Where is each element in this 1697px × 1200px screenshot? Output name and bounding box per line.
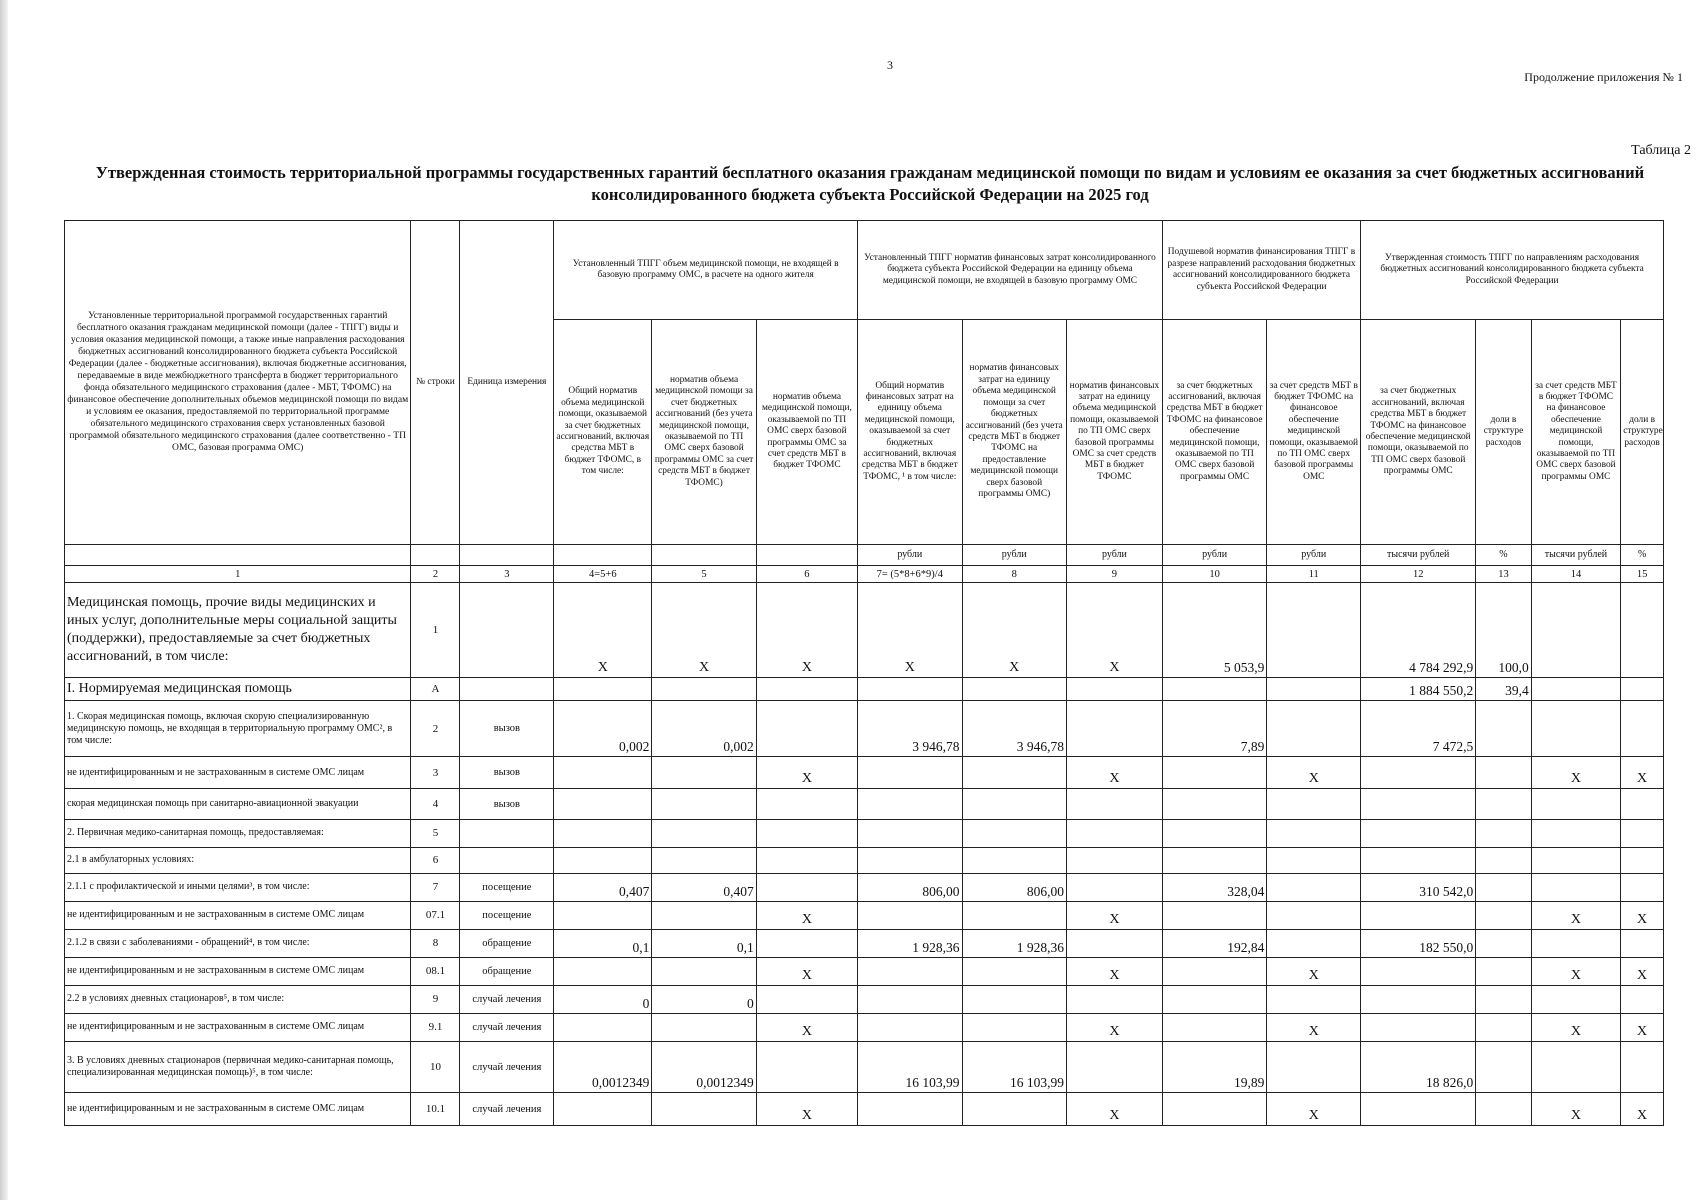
cell-c6 [756,985,857,1013]
cell-c10 [1162,957,1266,985]
cell-c5: 0 [652,985,756,1013]
cell-c9: X [1066,583,1162,678]
cell-c10 [1162,678,1266,701]
cell-c6 [756,847,857,873]
row-number: 4 [411,789,460,819]
cell-c6: X [756,957,857,985]
cell-c9 [1066,985,1162,1013]
cell-c11: X [1267,757,1361,789]
cell-c11: X [1267,1013,1361,1041]
cell-c15: X [1621,957,1664,985]
cell-c4: X [554,583,652,678]
header-unit: Единица измерения [460,221,554,545]
cell-c8 [962,901,1066,929]
cell-c6: X [756,583,857,678]
cell-c8 [962,1013,1066,1041]
cell-c4 [554,757,652,789]
cell-c6: X [756,1093,857,1126]
colnum: 13 [1476,566,1531,583]
row-description: не идентифицированным и не застрахованным в системе ОМС лицам [65,957,411,985]
colnum: 11 [1267,566,1361,583]
cell-c9 [1066,819,1162,847]
row-number: 10 [411,1041,460,1093]
header-col-5: норматив объема медицинской помощи за счет бюджетных ассигнований (без учета медицинской помощи, оказываемой по ТП ОМС сверх базовой программы ОМС за счет средств МБТ в бюджет ТФОМС) [652,320,756,544]
row-number: 6 [411,847,460,873]
cell-c11 [1267,1041,1361,1093]
cell-c4 [554,901,652,929]
table-row [65,1013,1664,1041]
cell-c14 [1531,678,1621,701]
row-unit [460,583,554,678]
header-col-13: доли в структуре расходов [1476,320,1531,544]
cell-c7: 16 103,99 [858,1041,962,1093]
cell-c5 [652,957,756,985]
header-col-14: за счет средств МБТ в бюджет ТФОМС на финансовое обеспечение медицинской помощи, оказываемой по ТП ОМС сверх базовой программы ОМС [1531,320,1621,544]
cell-c14 [1531,819,1621,847]
cell-c11 [1267,873,1361,901]
cell-c4: 0,0012349 [554,1041,652,1093]
cell-c14 [1531,700,1621,756]
unit-col-9: рубли [1066,544,1162,566]
row-description: 2. Первичная медико-санитарная помощь, предоставляемая: [65,819,411,847]
cell-c13 [1476,873,1531,901]
cell-c12: 7 472,5 [1361,700,1476,756]
cell-c15 [1621,985,1664,1013]
cell-c12: 1 884 550,2 [1361,678,1476,701]
row-unit: случай лечения [460,1013,554,1041]
row-unit [460,678,554,701]
cell-c8 [962,757,1066,789]
cell-c10 [1162,1013,1266,1041]
header-col-11: за счет средств МБТ в бюджет ТФОМС на финансовое обеспечение медицинской помощи, оказываемой по ТП ОМС сверх базовой программы ОМС [1267,320,1361,544]
page-number: 3 [887,58,893,72]
row-unit: случай лечения [460,1041,554,1093]
cell-c12 [1361,957,1476,985]
cell-c9 [1066,700,1162,756]
cell-c14 [1531,985,1621,1013]
cell-c7 [858,985,962,1013]
table-row [65,929,1664,957]
cell-c10: 19,89 [1162,1041,1266,1093]
cell-c12 [1361,757,1476,789]
cell-c15 [1621,819,1664,847]
row-description: не идентифицированным и не застрахованным в системе ОМС лицам [65,1013,411,1041]
cell-c13 [1476,929,1531,957]
cell-c6: X [756,901,857,929]
cell-c4 [554,957,652,985]
row-number: 7 [411,873,460,901]
cell-c12: 310 542,0 [1361,873,1476,901]
cell-c15 [1621,847,1664,873]
table-row [65,873,1664,901]
cell-c11 [1267,929,1361,957]
header-col-10: за счет бюджетных ассигнований, включая средства МБТ в бюджет ТФОМС на финансовое обеспечение медицинской помощи, оказываемой по ТП ОМС сверх базовой программы ОМС [1162,320,1266,544]
unit-col-15: % [1621,544,1664,566]
cell-c6 [756,1041,857,1093]
cell-c5: 0,1 [652,929,756,957]
row-number: 3 [411,757,460,789]
unit-col-12: тысячи рублей [1361,544,1476,566]
cell-c9: X [1066,1093,1162,1126]
table-row [65,985,1664,1013]
cell-c9: X [1066,1013,1162,1041]
row-unit: вызов [460,789,554,819]
cell-c6 [756,700,857,756]
continuation-note: Продолжение приложения № 1 [1524,70,1683,84]
row-number: 8 [411,929,460,957]
cell-c5 [652,757,756,789]
cell-c8: 16 103,99 [962,1041,1066,1093]
header-col-15: доли в структуре расходов [1621,320,1664,544]
row-unit [460,819,554,847]
cell-c11 [1267,789,1361,819]
cell-c4 [554,789,652,819]
cell-c14 [1531,789,1621,819]
cell-c11: X [1267,957,1361,985]
row-description: не идентифицированным и не застрахованным в системе ОМС лицам [65,1093,411,1126]
cell-c8 [962,789,1066,819]
unit-col-7: рубли [858,544,962,566]
cell-c11: X [1267,1093,1361,1126]
cell-c9: X [1066,957,1162,985]
cell-c6 [756,678,857,701]
header-col-8: норматив финансовых затрат на единицу объема медицинской помощи за счет бюджетных ассигнований (без учета средств МБТ в бюджет ТФОМС на предоставление медицинской помощи сверх базовой программы ОМС) [962,320,1066,544]
cell-c13: 39,4 [1476,678,1531,701]
row-unit: вызов [460,757,554,789]
cell-c10 [1162,985,1266,1013]
cell-c14 [1531,847,1621,873]
cell-c15: X [1621,1093,1664,1126]
table-row [65,583,1664,678]
table-row [65,901,1664,929]
cell-c15 [1621,1041,1664,1093]
cell-c7: 3 946,78 [858,700,962,756]
cell-c14: X [1531,1093,1621,1126]
table-row [65,757,1664,789]
cell-c4 [554,1093,652,1126]
cell-c9 [1066,789,1162,819]
cell-c8 [962,957,1066,985]
cell-c14 [1531,583,1621,678]
colnum: 12 [1361,566,1476,583]
cost-table [64,220,1664,1126]
table-row [65,789,1664,819]
row-number: 07.1 [411,901,460,929]
cell-c13 [1476,1093,1531,1126]
cell-c12: 18 826,0 [1361,1041,1476,1093]
unit-col-13: % [1476,544,1531,566]
cell-c15 [1621,678,1664,701]
cell-c15: X [1621,901,1664,929]
cell-c10: 5 053,9 [1162,583,1266,678]
cell-c13 [1476,700,1531,756]
row-number: 5 [411,819,460,847]
cell-c7 [858,1093,962,1126]
cell-c13 [1476,1013,1531,1041]
cell-c5 [652,901,756,929]
cell-c6 [756,929,857,957]
cell-c5 [652,847,756,873]
cell-c8 [962,819,1066,847]
header-col-12: за счет бюджетных ассигнований, включая средства МБТ в бюджет ТФОМС на финансовое обеспечение медицинской помощи, оказываемой по ТП ОМС сверх базовой программы ОМС [1361,320,1476,544]
row-unit: случай лечения [460,1093,554,1126]
cell-c10 [1162,819,1266,847]
cell-c8 [962,847,1066,873]
header-col-4: Общий норматив объема медицинской помощи, оказываемой за счет бюджетных ассигнований, включая средства МБТ в бюджет ТФОМС, в том числе: [554,320,652,544]
cell-c5 [652,789,756,819]
cell-c12: 4 784 292,9 [1361,583,1476,678]
cell-c12 [1361,901,1476,929]
cell-c13 [1476,985,1531,1013]
cell-c9: X [1066,901,1162,929]
cell-c8 [962,678,1066,701]
row-number: 9 [411,985,460,1013]
cell-c14: X [1531,901,1621,929]
cell-c13 [1476,819,1531,847]
cell-c14: X [1531,1013,1621,1041]
cell-c4 [554,678,652,701]
cell-c8 [962,1093,1066,1126]
cell-c4 [554,1013,652,1041]
cell-c8 [962,985,1066,1013]
cell-c10: 328,04 [1162,873,1266,901]
cell-c14 [1531,873,1621,901]
document-title [60,162,1680,206]
colnum: 1 [65,566,411,583]
cell-c9 [1066,678,1162,701]
cell-c6 [756,789,857,819]
cell-c6 [756,873,857,901]
header-col-9: норматив финансовых затрат на единицу объема медицинской помощи, оказываемой по ТП ОМС сверх базовой программы ОМС за счет средств МБТ в бюджет ТФОМС [1066,320,1162,544]
cell-c7 [858,957,962,985]
cell-c9 [1066,847,1162,873]
cell-c14: X [1531,957,1621,985]
row-unit: обращение [460,929,554,957]
row-number: А [411,678,460,701]
units-row [65,544,1664,566]
cell-c4 [554,847,652,873]
colnum: 14 [1531,566,1621,583]
table-row [65,678,1664,701]
cell-c11 [1267,847,1361,873]
cell-c12 [1361,985,1476,1013]
cell-c7: 1 928,36 [858,929,962,957]
table-row [65,700,1664,756]
cell-c13 [1476,847,1531,873]
cell-c11 [1267,819,1361,847]
cell-c5 [652,1013,756,1041]
row-unit: посещение [460,901,554,929]
unit-col-14: тысячи рублей [1531,544,1621,566]
cell-c8: 1 928,36 [962,929,1066,957]
cell-c13 [1476,757,1531,789]
cell-c14: X [1531,757,1621,789]
row-unit: обращение [460,957,554,985]
cell-c7 [858,1013,962,1041]
colnum: 3 [460,566,554,583]
cell-c14 [1531,1041,1621,1093]
unit-col-11: рубли [1267,544,1361,566]
colnum: 10 [1162,566,1266,583]
title-line-1: Утвержденная стоимость территориальной программы государственных гарантий бесплатного оказания гражданам медицинской помощи по видам и условиям ее оказания за счет бюджетных ассигнований [95,163,1645,182]
row-number: 2 [411,700,460,756]
cell-c7 [858,757,962,789]
cell-c4 [554,819,652,847]
cell-c11 [1267,678,1361,701]
table-row [65,957,1664,985]
cell-c10 [1162,757,1266,789]
cell-c5: 0,0012349 [652,1041,756,1093]
header-row-number: № строки [411,221,460,545]
unit-col-10: рубли [1162,544,1266,566]
table-row [65,819,1664,847]
row-unit: вызов [460,700,554,756]
cell-c13 [1476,789,1531,819]
header-col-7: Общий норматив финансовых затрат на единицу объема медицинской помощи, оказываемой за счет бюджетных ассигнований, включая средства МБТ в бюджет ТФОМС, ¹ в том числе: [858,320,962,544]
colnum: 9 [1066,566,1162,583]
row-description: 2.1 в амбулаторных условиях: [65,847,411,873]
cell-c5 [652,678,756,701]
cell-c6 [756,819,857,847]
cell-c7: 806,00 [858,873,962,901]
header-group-norm: Установленный ТПГГ норматив финансовых затрат консолидированного бюджета субъекта Российской Федерации на единицу объема медицинской помощи, не входящей в базовую программу ОМС [858,221,1163,320]
row-description: Медицинская помощь, прочие виды медицинских и иных услуг, дополнительные меры социальной защиты (поддержки), предоставляемые за счет бюджетных ассигнований, в том числе: [65,583,411,678]
cell-c7 [858,678,962,701]
cell-c15 [1621,873,1664,901]
cell-c5 [652,819,756,847]
cell-c10 [1162,789,1266,819]
cell-c15: X [1621,757,1664,789]
cell-c6: X [756,757,857,789]
cell-c15 [1621,583,1664,678]
cell-c12 [1361,847,1476,873]
cell-c13 [1476,1041,1531,1093]
cell-c8: 3 946,78 [962,700,1066,756]
header-col-6: норматив объема медицинской помощи, оказываемой по ТП ОМС сверх базовой программы ОМС за счет средств МБТ в бюджет ТФОМС [756,320,857,544]
cell-c10: 7,89 [1162,700,1266,756]
table-row [65,1093,1664,1126]
cell-c10 [1162,1093,1266,1126]
colnum: 4=5+6 [554,566,652,583]
cell-c13 [1476,901,1531,929]
cell-c12 [1361,789,1476,819]
header-description: Установленные территориальной программой государственных гарантий бесплатного оказания гражданам медицинской помощи (далее - ТПГГ) виды и условия оказания медицинской помощи, а также иные направления расходования бюджетных ассигнований консолидированного бюджета субъекта Российской Федерации (далее - бюджетные ассигнования), включая бюджетные ассигнования, передаваемые в виде межбюджетного трансферта в бюджет территориального фонда обязательного медицинского страхования (далее - МБТ, ТФОМС) на финансовое обеспечение дополнительных объемов медицинской помощи по видам и условиям ее оказания, предоставляемой по территориальной программе обязательного медицинского страхования сверх установленных базовой программой обязательного медицинского страхования (далее соответственно - ТП ОМС, базовая программа ОМС) [65,221,411,545]
cell-c10 [1162,847,1266,873]
table-row [65,1041,1664,1093]
cell-c4: 0,407 [554,873,652,901]
unit-col-8: рубли [962,544,1066,566]
header-row-groups [65,221,1664,320]
cell-c4: 0 [554,985,652,1013]
cell-c8: 806,00 [962,873,1066,901]
row-number: 9.1 [411,1013,460,1041]
scan-edge [0,0,8,1200]
row-description: 2.2 в условиях дневных стационаров⁵, в том числе: [65,985,411,1013]
table-label: Таблица 2 [1631,143,1691,158]
cell-c11 [1267,700,1361,756]
cell-c14 [1531,929,1621,957]
row-description: 2.1.2 в связи с заболеваниями - обращений⁴, в том числе: [65,929,411,957]
cell-c7 [858,819,962,847]
title-line-2: консолидированного бюджета субъекта Российской Федерации на 2025 год [591,185,1149,204]
cell-c12 [1361,1013,1476,1041]
colnum: 15 [1621,566,1664,583]
row-number: 08.1 [411,957,460,985]
colnum: 2 [411,566,460,583]
cell-c4: 0,002 [554,700,652,756]
cell-c15: X [1621,1013,1664,1041]
cell-c12 [1361,819,1476,847]
row-description: I. Нормируемая медицинская помощь [65,678,411,701]
colnum: 6 [756,566,857,583]
cell-c13: 100,0 [1476,583,1531,678]
row-unit: случай лечения [460,985,554,1013]
row-number: 1 [411,583,460,678]
row-description: скорая медицинская помощь при санитарно-авиационной эвакуации [65,789,411,819]
cell-c7 [858,847,962,873]
row-description: 2.1.1 с профилактической и иными целями³, в том числе: [65,873,411,901]
table-row [65,847,1664,873]
header-group-per-capita: Подушевой норматив финансирования ТПГГ в разрезе направлений расходования бюджетных ассигнований консолидированного бюджета субъекта Российской Федерации [1162,221,1360,320]
row-description: не идентифицированным и не застрахованным в системе ОМС лицам [65,757,411,789]
cell-c10: 192,84 [1162,929,1266,957]
cell-c13 [1476,957,1531,985]
row-description: 3. В условиях дневных стационаров (первичная медико-санитарная помощь, специализированная медицинская помощь)⁵, в том числе: [65,1041,411,1093]
colnum: 8 [962,566,1066,583]
cell-c5 [652,1093,756,1126]
row-number: 10.1 [411,1093,460,1126]
cell-c9 [1066,873,1162,901]
row-unit: посещение [460,873,554,901]
column-numbers-row [65,566,1664,583]
cell-c5: 0,002 [652,700,756,756]
cell-c8: X [962,583,1066,678]
colnum: 5 [652,566,756,583]
cell-c12 [1361,1093,1476,1126]
cell-c7 [858,901,962,929]
cell-c15 [1621,929,1664,957]
cell-c5: X [652,583,756,678]
cell-c10 [1162,901,1266,929]
cell-c11 [1267,901,1361,929]
colnum: 7= (5*8+6*9)/4 [858,566,962,583]
cell-c7: X [858,583,962,678]
cell-c5: 0,407 [652,873,756,901]
cell-c4: 0,1 [554,929,652,957]
cell-c7 [858,789,962,819]
cell-c9 [1066,929,1162,957]
header-group-cost: Утвержденная стоимость ТПГГ по направлениям расходования бюджетных ассигнований консолидированного бюджета субъекта Российской Федерации [1361,221,1664,320]
header-group-volume: Установленный ТПГГ объем медицинской помощи, не входящей в базовую программу ОМС, в расчете на одного жителя [554,221,858,320]
cell-c6: X [756,1013,857,1041]
cell-c15 [1621,700,1664,756]
cell-c9: X [1066,757,1162,789]
cell-c12: 182 550,0 [1361,929,1476,957]
cell-c11 [1267,985,1361,1013]
cell-c15 [1621,789,1664,819]
row-description: не идентифицированным и не застрахованным в системе ОМС лицам [65,901,411,929]
cell-c9 [1066,1041,1162,1093]
cell-c11 [1267,583,1361,678]
row-unit [460,847,554,873]
row-description: 1. Скорая медицинская помощь, включая скорую специализированную медицинскую помощь, не входящая в территориальную программу ОМС², в том числе: [65,700,411,756]
